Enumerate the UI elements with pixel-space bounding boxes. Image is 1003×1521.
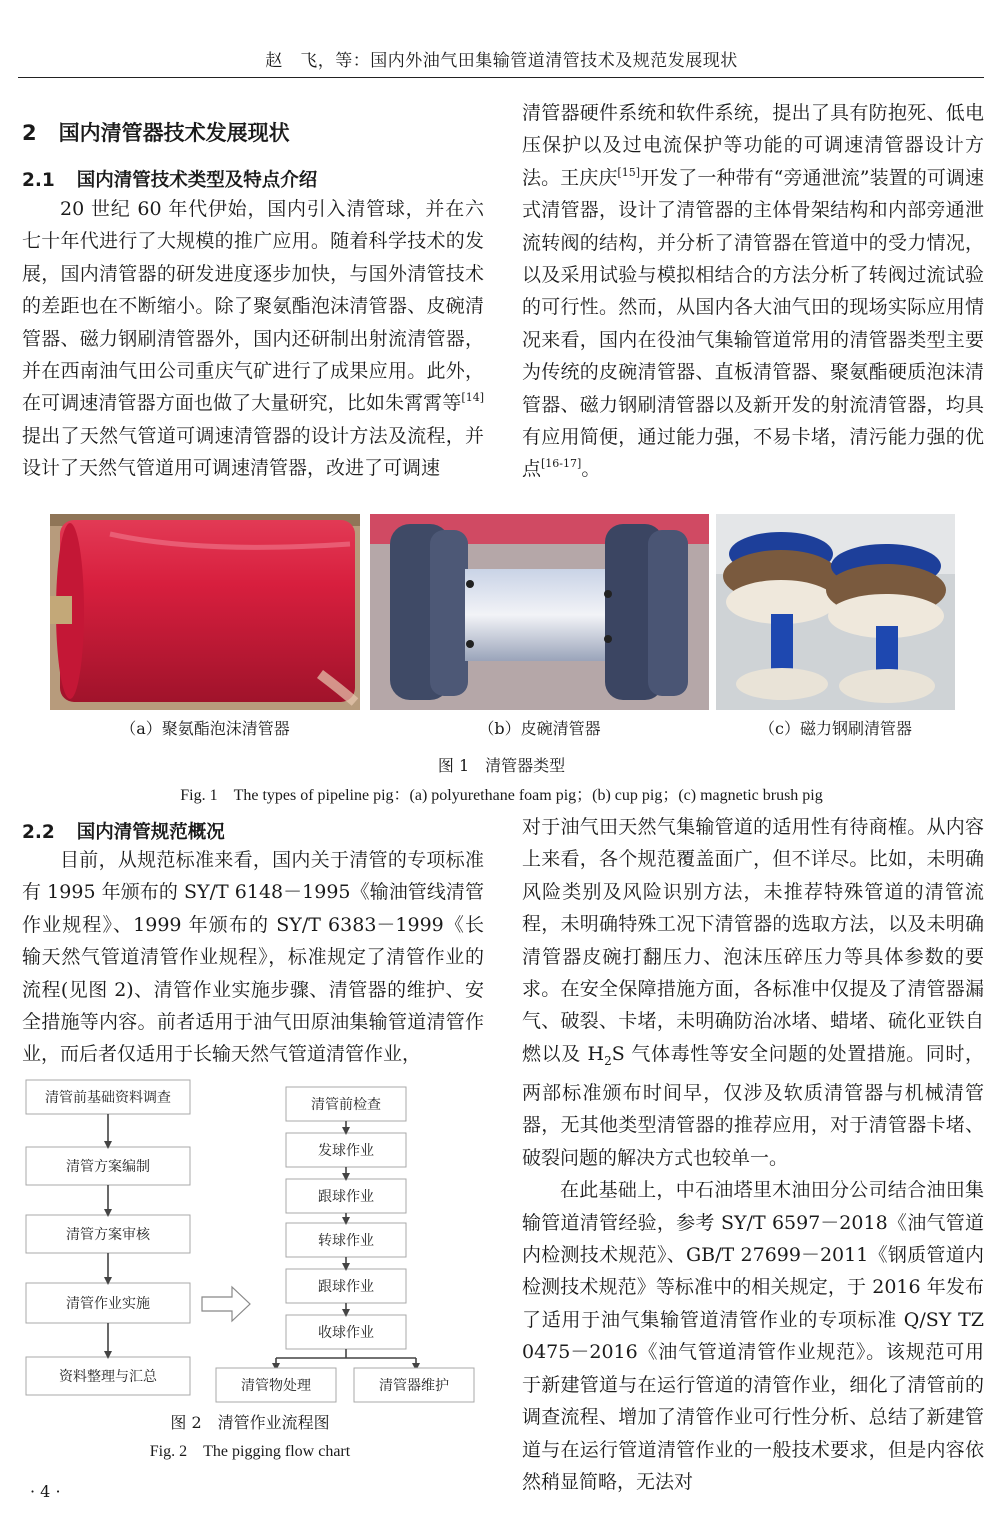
svg-text:清管器维护: 清管器维护: [379, 1378, 449, 1394]
flow-step-right-1: [286, 1087, 406, 1121]
figure1-caption-cn: 图 1 清管器类型: [437, 756, 566, 775]
subcaption-b: （b）皮碗清管器: [478, 719, 601, 738]
text-run: 对于油气田天然气集输管道的适用性有待商榷。从内容上来看，各个规范覆盖面广，但不详尽。比如，未明确风险类别及风险识别方法，未推荐特殊管道的清管流程，未明确特殊工况下清管器的选取方法，以及未明确清管器皮碗打翻压力、泡沫压碎压力等具体参数的要求。在安全保障措施方面，各标准中仅提及了清管器漏气、破裂、卡堵，未明确防治冰堵、蜡堵、硫化亚铁自燃以及 H: [522, 816, 984, 1065]
svg-text:清管前基础资料调查: 清管前基础资料调查: [45, 1090, 171, 1106]
header-rule: [18, 77, 984, 78]
citation[interactable]: [15]: [617, 165, 641, 179]
photo-cup-pig: [370, 514, 709, 710]
svg-text:清管物处理: 清管物处理: [241, 1378, 311, 1394]
svg-text:跟球作业: 跟球作业: [318, 1279, 374, 1295]
flow-step-left-3: [26, 1215, 190, 1253]
flow-step-left-4: [26, 1283, 190, 1323]
flow-step-right-6: [286, 1315, 406, 1349]
section-number: 2: [22, 121, 37, 145]
svg-text:发球作业: 发球作业: [318, 1143, 374, 1159]
right-column-lower: [522, 811, 984, 1498]
running-header: 赵 飞，等：国内外油气田集输管道清管技术及规范发展现状: [265, 51, 738, 71]
text-run: 20 世纪 60 年代伊始，国内引入清管球，并在六七十年代进行了大规模的推广应用。随着科学技术的发展，国内清管器的研发进度逐步加快，与国外清管技术的差距也在不断缩小。除了聚氨酯泡沫清管器、皮碗清管器、磁力钢刷清管器外，国内还研制出射流清管器，并在西南油气田公司重庆气矿进行了成果应用。此外，在可调速清管器方面也做了大量研究，比如朱霄霄等: [22, 198, 484, 415]
paragraph: [22, 193, 484, 485]
paragraph: 目前，从规范标准来看，国内关于清管的专项标准有 1995 年颁布的 SY/T 6148－1995《输油管线清管作业规程》、1999 年颁布的 SY/T 6383－1999《长输天然气管道清管作业规程》，标准规定了清管作业的流程(见图 2)、清管作业实施步骤、清管器的维护、安全措施等内容。前者适用于油气田原油集输管道清管作业，而后者仅适用于长输天然气管道清管作业，: [22, 849, 484, 1066]
text-run: 。: [581, 458, 601, 481]
subsection-title: 国内清管技术类型及特点介绍: [76, 170, 318, 191]
text-run: 开发了一种带有“旁通泄流”装置的可调速式清管器，设计了清管器的主体骨架结构和内部旁通泄流转阀的结构，并分析了清管器在管道中的受力情况，以及采用试验与模拟相结合的方法分析了转阀过流试验的可行性。然而，从国内各大油气田的现场实际应用情况来看，国内在役油气集输管道常用的清管器类型主要为传统的皮碗清管器、直板清管器、聚氨酯硬质泡沫清管器、磁力钢刷清管器以及新开发的射流清管器，均具有应用简便，通过能力强，不易卡堵，清污能力强的优点: [522, 166, 984, 481]
figure2-flowchart: [20, 1075, 480, 1405]
svg-text:清管前检查: 清管前检查: [311, 1097, 381, 1113]
page-number: · 4 ·: [30, 1482, 61, 1501]
svg-text:跟球作业: 跟球作业: [318, 1189, 374, 1205]
citation[interactable]: [14]: [461, 391, 484, 405]
svg-text:清管作业实施: 清管作业实施: [66, 1296, 150, 1312]
subsection-heading-2-2: [22, 818, 225, 844]
right-column-upper: [522, 97, 984, 486]
flow-step-right-4: [286, 1223, 406, 1257]
photo-polyurethane-foam-pig: [50, 514, 360, 710]
figure2-caption-en: Fig. 2 The pigging flow chart: [149, 1443, 351, 1460]
citation[interactable]: [16-17]: [541, 457, 582, 471]
subcaption-a: （a）聚氨酯泡沫清管器: [120, 719, 290, 738]
subsection-heading-2-1: [22, 166, 317, 192]
photo-magnetic-brush-pig: [716, 514, 955, 710]
flow-step-right-5: [286, 1269, 406, 1303]
text-run: 清管器硬件系统和软件系统，提出了具有防抱死、低电压保护以及过电流保护等功能的可调速清管器设计方法。王庆庆: [522, 102, 984, 189]
expand-arrow-icon: [202, 1287, 250, 1321]
svg-text:收球作业: 收球作业: [318, 1325, 374, 1341]
subsection-number: 2.1: [22, 170, 55, 191]
subsection-title: 国内清管规范概况: [76, 822, 225, 843]
flow-step-right-2: [286, 1133, 406, 1167]
text-run: 提出了天然气管道可调速清管器的设计方法及流程，并设计了天然气管道用可调速清管器，改进了可调速: [22, 424, 484, 480]
subsection-number: 2.2: [22, 822, 55, 843]
flow-step-right-3: [286, 1179, 406, 1213]
section-title: 国内清管器技术发展现状: [58, 121, 290, 145]
figure1-caption-en: Fig. 1 The types of pipeline pig：(a) polyurethane foam pig；(b) cup pig；(c) magnetic brush pig: [180, 787, 823, 804]
flow-step-left-2: [26, 1147, 190, 1185]
flow-step-left-1: [26, 1080, 190, 1114]
left-column-upper: [22, 193, 484, 485]
svg-text:清管方案审核: 清管方案审核: [66, 1227, 150, 1243]
flow-step-left-5: [26, 1357, 190, 1395]
text-run: S 气体毒性等安全问题的处置措施。同时，两部标准颁布时间早，仅涉及软质清管器与机械清管器，无其他类型清管器的推荐应用，对于清管器卡堵、破裂问题的解决方式也较单一。: [522, 1042, 985, 1169]
subcaption-c: （c）磁力钢刷清管器: [759, 719, 912, 738]
left-column-lower: [22, 844, 484, 1071]
paragraph: [522, 811, 984, 1174]
svg-text:资料整理与汇总: 资料整理与汇总: [59, 1369, 157, 1385]
figure2-caption-cn: 图 2 清管作业流程图: [170, 1413, 330, 1432]
flow-step-bottom-right: [354, 1368, 474, 1402]
flow-step-bottom-left: [216, 1368, 336, 1402]
svg-text:清管方案编制: 清管方案编制: [66, 1159, 150, 1175]
svg-text:转球作业: 转球作业: [318, 1233, 374, 1249]
section-heading: [22, 117, 290, 147]
paragraph: [522, 97, 984, 486]
subscript: 2: [604, 1053, 612, 1068]
paragraph: 在此基础上，中石油塔里木油田分公司结合油田集输管道清管经验，参考 SY/T 6597－2018《油气管道内检测技术规范》、GB/T 27699－2011《钢质管道内检测技术规范》等标准中的相关规定，于 2016 年发布了适用于油气集输管道清管作业的专项标准 Q/SY TZ 0475－2016《油气管道清管作业规范》。该规范可用于新建管道与在运行管道的清管作业，细化了清管前的调查流程、增加了清管作业可行性分析、总结了新建管道与在运行管道清管作业的一般技术要求，但是内容依然稍显简略，无法对: [522, 1179, 984, 1493]
